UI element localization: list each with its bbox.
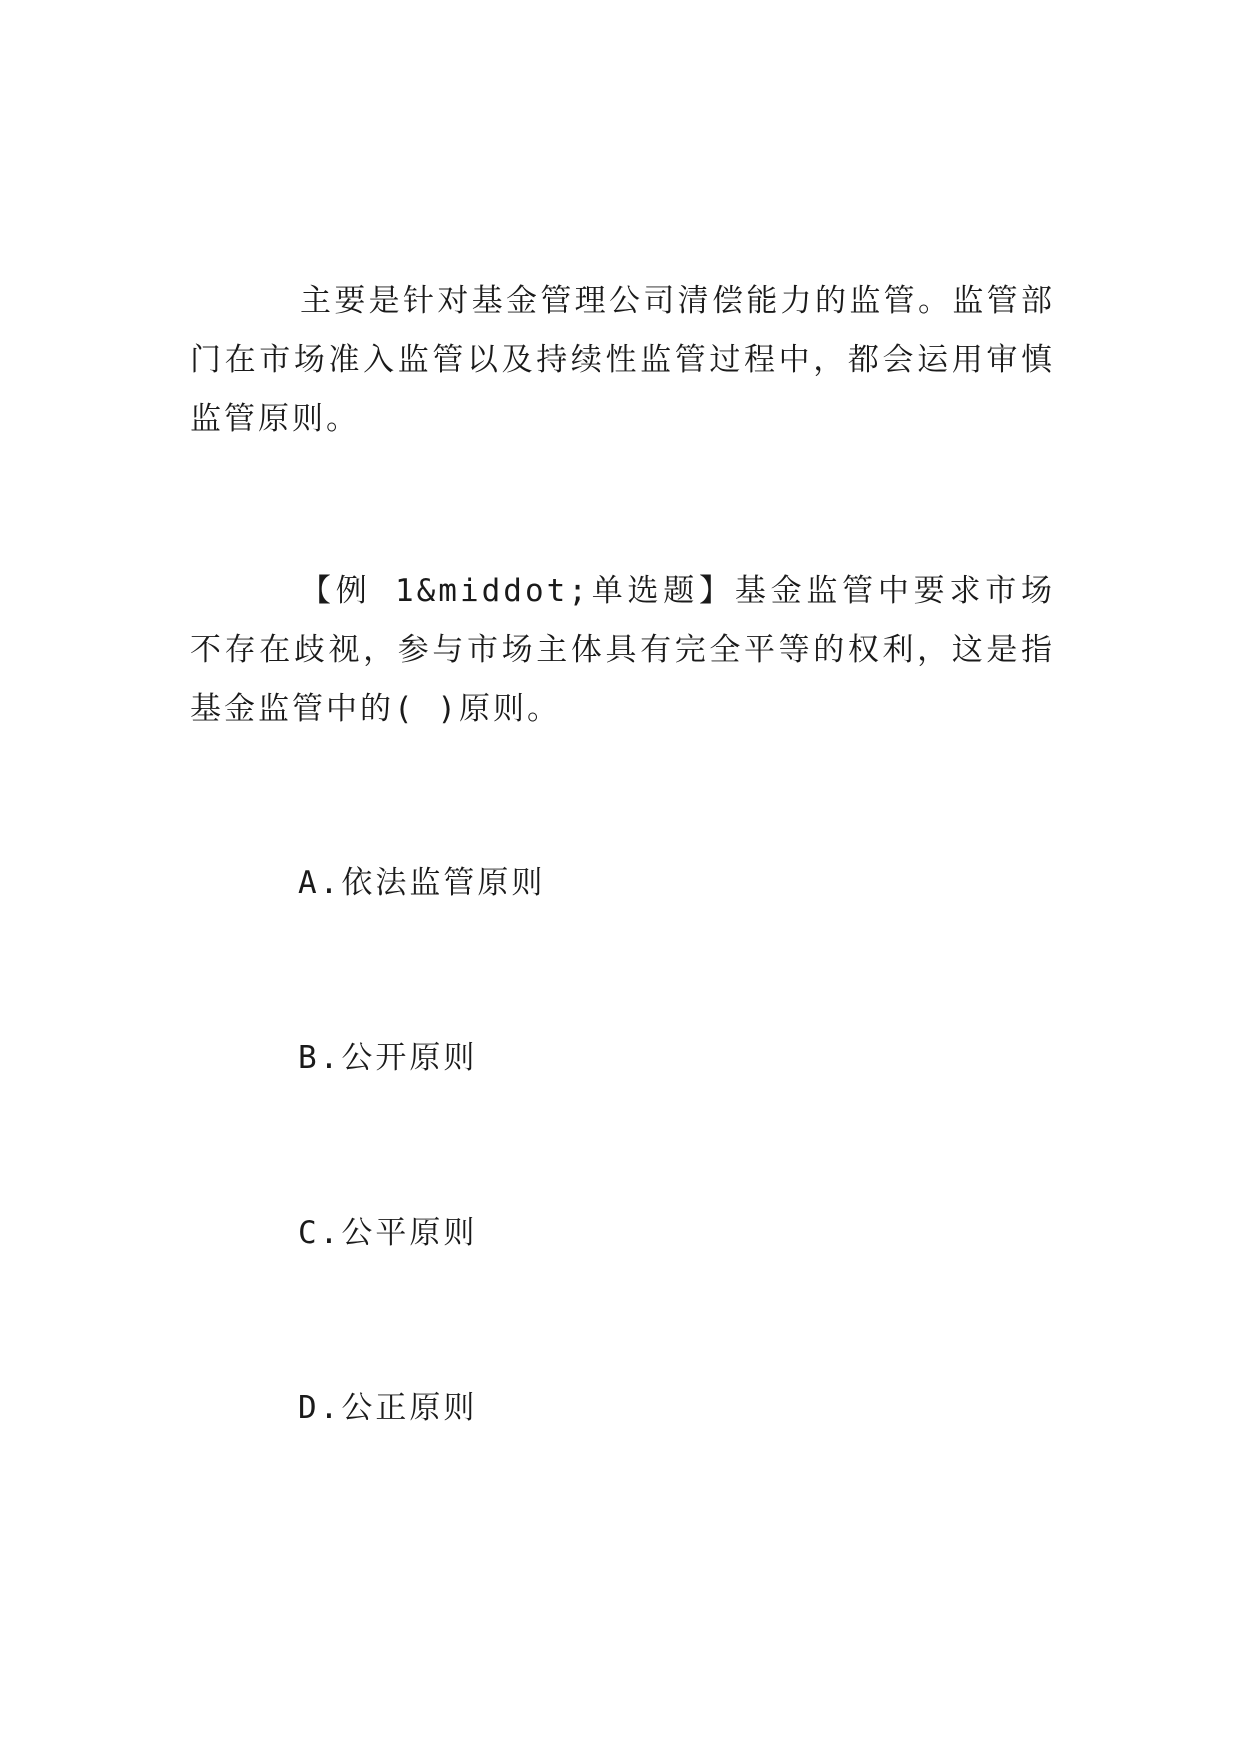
option-c: C.公平原则 [298,1215,478,1251]
option-b: B.公开原则 [298,1040,478,1076]
paragraph-question-stem: 【例 1&middot;单选题】基金监管中要求市场不存在歧视，参与市场主体具有完全平等的权利，这是指基金监管中的( )原则。 [190,573,1055,727]
paragraph-prudential-supervision: 主要是针对基金管理公司清偿能力的监管。监管部门在市场准入监管以及持续性监管过程中，都会运用审慎监管原则。 [190,283,1055,437]
option-a: A.依法监管原则 [298,865,546,901]
option-d: D.公正原则 [298,1390,478,1426]
